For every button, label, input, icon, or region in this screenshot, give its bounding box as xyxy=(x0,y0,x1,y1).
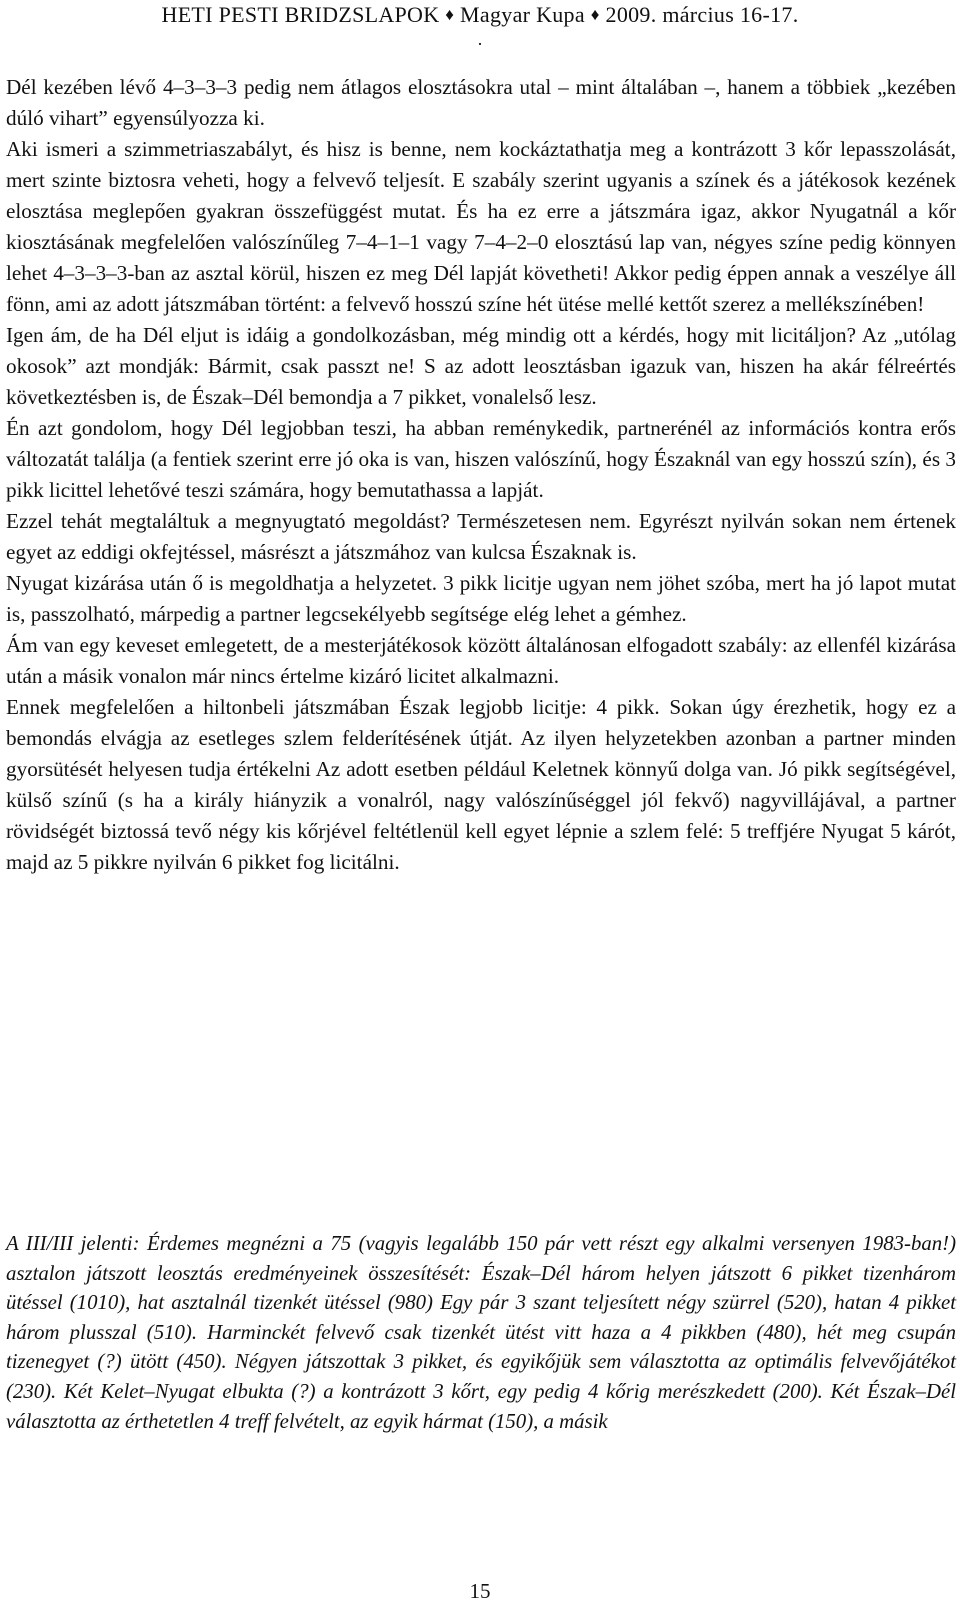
paragraph: Ám van egy keveset emlegetett, de a mesterjátékosok között általánosan elfogadott szabály: az ellenfél kizárása után a másik vonalon már nincs értelme kizáró licitet alkalmazni. xyxy=(6,633,956,688)
diamond-icon: ♦ xyxy=(445,5,455,24)
header-event: Magyar Kupa xyxy=(460,2,585,27)
header-publication: HETI PESTI BRIDZSLAPOK xyxy=(161,2,440,27)
running-header xyxy=(0,0,960,30)
article-body xyxy=(6,72,956,878)
paragraph: Nyugat kizárása után ő is megoldhatja a helyzetet. 3 pikk licitje ugyan nem jöhet szóba, mert ha jó lapot mutat is, passzolható, márpedig a partner legcsekélyebb segítsége elég lehet a gémhez. xyxy=(6,571,956,626)
paragraph: Ezzel tehát megtaláltuk a megnyugtató megoldást? Természetesen nem. Egyrészt nyilván sokan nem értenek egyet az eddigi okfejtéssel, másrészt a játszmához van kulcsa Északnak is. xyxy=(6,509,956,564)
paragraph: Ennek megfelelően a hiltonbeli játszmában Észak legjobb licitje: 4 pikk. Sokan úgy érezhetik, hogy ez a bemondás elvágja az esetleges szlem felderítésének útját. Az ilyen helyzetekben azonban a partner minden gyorsütését helyesen tudja értékelni Az adott esetben például Keletnek könnyű dolga van. Jó pikk segítségével, külső színű (s ha a király hiányzik a vonalról, nagy valószínűséggel jól fekvő) nagyvillájával, a partner rövidségét biztossá tevő négy kis kőrjével feltétlenül kell egyet lépnie a szlem felé: 5 treffjére Nyugat 5 kárót, majd az 5 pikkre nyilván 6 pikket fog licitálni. xyxy=(6,695,956,874)
diamond-icon: ♦ xyxy=(590,5,600,24)
header-dot: . xyxy=(477,29,483,49)
paragraph: Aki ismeri a szimmetriaszabályt, és hisz is benne, nem kockáztathatja meg a kontrázott 3 kőr lepasszolását, mert szinte biztosra veheti, hogy a felvevő teljesít. E szabály szerint ugyanis a színek és a játékosok kezének elosztása meglepően gyakran összefüggést mutat. És ha ez erre a játszmára igaz, akkor Nyugatnál a kőr kiosztásának megfelelően valószínűleg 7–4–1–1 vagy 7–4–2–0 elosztású lap van, négyes színe pedig könnyen lehet 4–3–3–3-ban az asztal körül, hiszen ez meg Dél lapját követheti! Akkor pedig éppen annak a veszélye áll fönn, ami az adott játszmában történt: a felvevő hosszú színe hét ütése mellé kettőt szerez a mellékszínében! xyxy=(6,137,956,316)
paragraph: Dél kezében lévő 4–3–3–3 pedig nem átlagos elosztásokra utal – mint általában –, hanem a többiek „kezében dúló vihart” egyensúlyozza ki. xyxy=(6,75,956,130)
results-note xyxy=(6,1229,956,1436)
italic-paragraph: A III/III jelenti: Érdemes megnézni a 75 (vagyis legalább 150 pár vett részt egy alkalmi versenyen 1983-ban!) asztalon játszott leosztás eredményeinek összesítését: Észak–Dél három helyen játszott 6 pikket tizenhárom ütéssel (1010), hat asztalnál tizenkét ütéssel (980) Egy pár 3 szant teljesített négy szürrel (520), hatan 4 pikket három plusszal (510). Harminckét felvevő csak tizenkét ütést vitt haza a 4 pikkben (480), hét meg csupán tizenegyet (?) ütött (450). Négyen játszottak 3 pikket, és egyikőjük sem választotta az optimális felvevőjátékot (230). Két Kelet–Nyugat elbukta (?) a kontrázott 3 kőrt, egy pedig 4 kőrig merészkedett (200). Két Észak–Dél választotta az érthetetlen 4 treff felvételt, az egyik hármat (150), a másik xyxy=(6,1232,956,1433)
paragraph: Én azt gondolom, hogy Dél legjobban teszi, ha abban reménykedik, partnerénél az információs kontra erős változatát találja (a fentiek szerint erre jó oka is van, hiszen valószínű, hogy Északnál van egy hosszú szín), és 3 pikk licittel lehetővé teszi számára, hogy bemutathassa a lapját. xyxy=(6,416,956,502)
page-number: 15 xyxy=(469,1579,491,1603)
paragraph: Igen ám, de ha Dél eljut is idáig a gondolkozásban, még mindig ott a kérdés, hogy mit licitáljon? Az „utólag okosok” azt mondják: Bármit, csak passzt ne! S az adott leosztásban igazuk van, hiszen ha akár félreértés következtésben is, de Észak–Dél bemondja a 7 pikket, vonalelső lesz. xyxy=(6,323,956,409)
header-date: 2009. március 16-17. xyxy=(605,2,799,27)
